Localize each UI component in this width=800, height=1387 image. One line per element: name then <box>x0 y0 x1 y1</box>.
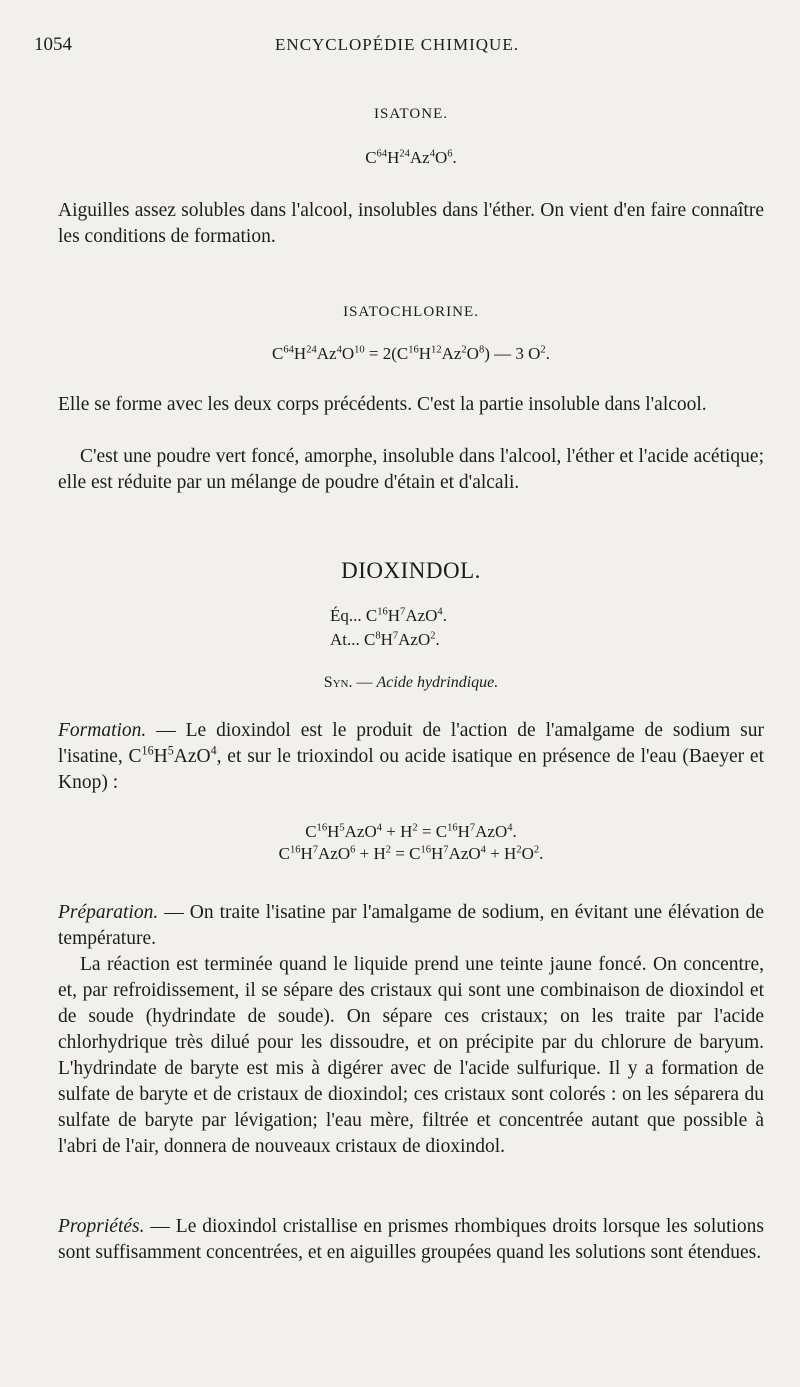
proprietes-text: Le dioxindol cristallise en prismes rhombiques droits lorsque les solutions sont suffisamment concentrées, et en aiguilles groupées quand les solutions sont étendues. <box>58 1216 764 1263</box>
running-title: ENCYCLOPÉDIE CHIMIQUE. <box>275 35 519 54</box>
formula-isatone: $C^{64}H^{24}Az^4O^6$. <box>365 148 457 167</box>
proprietes-label: Propriétés. <box>58 1216 145 1237</box>
paragraph-isatochlorine-origin: Elle se forme avec les deux corps précédents. C'est la partie insoluble dans l'alcool. <box>58 394 707 415</box>
preparation-label: Préparation. <box>58 902 159 923</box>
synonym-dash: — <box>352 674 377 691</box>
synonym-line <box>58 674 764 692</box>
paragraph-proprietes: Propriétés. — Le dioxindol cristallise en prismes rhombiques droits lorsque les solutions sont suffisamment concentrées, et en aiguilles groupées quand les solutions sont étendues. <box>58 1216 764 1263</box>
section-title-isatochlorine: ISATOCHLORINE. <box>343 304 479 320</box>
page-number: 1054 <box>34 34 72 55</box>
formation-text: Le dioxindol est le produit de l'action de l'amalgame de sodium sur l'isatine, $C^{16}H^5AzO^4$, et sur le trioxindol ou acide isatique en présence de l'eau (Baeyer et Knop) : <box>58 720 764 793</box>
equation-2: $C^{16}H^7AzO^6 + H^2 = C^{16}H^7AzO^4 + H^2O^2$. <box>278 844 544 863</box>
paragraph-formation: Formation. — Le dioxindol est le produit de l'action de l'amalgame de sodium sur l'isatine, $C^{16}H^5AzO^4$, et sur le trioxindol ou acide isatique en présence de l'eau (Baeyer et Knop) : <box>58 720 764 793</box>
paragraph-isatochlorine-properties: C'est une poudre vert foncé, amorphe, insoluble dans l'alcool, l'éther et l'acide acétique; elle est réduite par un mélange de poudre d'étain et d'alcali. <box>58 446 764 493</box>
synonym-value: Acide hydrindique. <box>376 674 499 691</box>
paragraph-isatone: Aiguilles assez solubles dans l'alcool, insolubles dans l'éther. On vient d'en faire connaître les conditions de formation. <box>58 200 764 247</box>
equations <box>58 822 764 864</box>
synonym-label: Syn. <box>323 674 353 691</box>
formula-dioxindol-at: At... $C^8H^7AzO^2$. <box>330 630 440 649</box>
section-title-dioxindol: DIOXINDOL. <box>341 558 481 583</box>
section-title-isatone: ISATONE. <box>374 106 448 122</box>
preparation-text: On traite l'isatine par l'amalgame de sodium, en évitant une élévation de température. <box>58 902 764 949</box>
formula-dioxindol-eq: Éq... $C^{16}H^7AzO^4$. <box>330 606 447 625</box>
paragraph-reaction: La réaction est terminée quand le liquide prend une teinte jaune foncé. On concentre, et, par refroidissement, il se sépare des cristaux qui sont une combinaison de dioxindol et de soude (hydrindate de soude). On sépare ces cristaux; on les traite par l'acide chlorhydrique très dilué pour les dissoudre, et on précipite par du chlorure de baryum. L'hydrindate de baryte est mis à digérer avec de l'acide sulfurique. Il y a formation de sulfate de baryte et de cristaux de dioxindol; ces cristaux sont colorés : on les séparera du sulfate de baryte par lévigation; l'eau mère, filtrée et concentrée autant que possible à l'abri de l'air, donnera de nouveaux cristaux de dioxindol. <box>58 954 764 1157</box>
running-head <box>34 34 760 60</box>
formation-label: Formation. <box>58 720 147 741</box>
equation-1: $C^{16}H^5AzO^4 + H^2 = C^{16}H^7AzO^4$. <box>305 822 517 841</box>
formula-isatochlorine: $C^{64}H^{24}Az^4O^{10} = 2(C^{16}H^{12}Az^2O^8)$ — 3 $O^2$. <box>272 344 550 363</box>
paragraph-preparation: Préparation. — On traite l'isatine par l'amalgame de sodium, en évitant une élévation de température. <box>58 902 764 949</box>
